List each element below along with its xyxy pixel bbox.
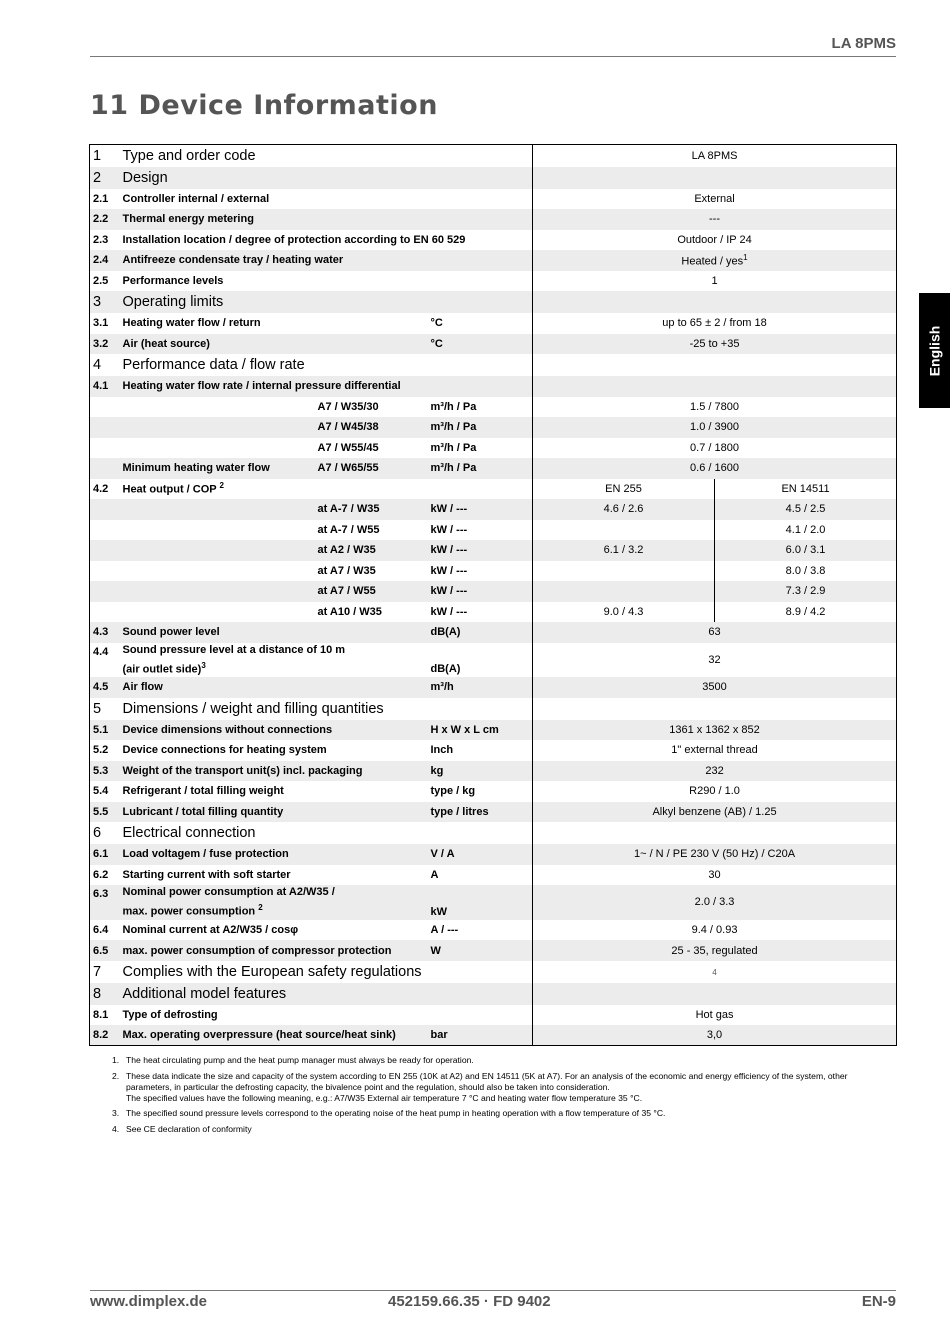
table-row: 5.4 Refrigerant / total filling weight type / kg R290 / 1.0 [90, 781, 897, 802]
footnote: 3. The specified sound pressure levels correspond to the operating noise of the heat pump in heating operation with a flow temperature of 35 °C. [112, 1108, 666, 1118]
table-row: at A-7 / W35 kW / --- 4.6 / 2.6 4.5 / 2.5 [90, 499, 897, 520]
table-row: 4 Performance data / flow rate [90, 354, 897, 376]
table-row: at A7 / W55 kW / --- 7.3 / 2.9 [90, 581, 897, 602]
table-row: 6 Electrical connection [90, 822, 897, 844]
table-row: 5.5 Lubricant / total filling quantity type / litres Alkyl benzene (AB) / 1.25 [90, 802, 897, 823]
table-row: 3.1 Heating water flow / return °C up to 65 ± 2 / from 18 [90, 313, 897, 334]
header-rule [90, 56, 896, 57]
table-row: 8.1 Type of defrosting Hot gas [90, 1005, 897, 1026]
footer-rule [90, 1290, 896, 1291]
table-row: 2.5 Performance levels 1 [90, 271, 897, 292]
table-row: 4.3 Sound power level dB(A) 63 [90, 622, 897, 643]
table-row: 4.4 Sound pressure level at a distance of 10 m (air outlet side)$^3$ dB(A) 32 [90, 643, 897, 678]
table-row: A7 / W45/38 m³/h / Pa 1.0 / 3900 [90, 417, 897, 438]
table-row: 7 Complies with the European safety regulations 4 [90, 961, 897, 983]
table-row: at A7 / W35 kW / --- 8.0 / 3.8 [90, 561, 897, 582]
table-row: 6.5 max. power consumption of compressor protection W 25 - 35, regulated [90, 940, 897, 961]
table-row: A7 / W55/45 m³/h / Pa 0.7 / 1800 [90, 438, 897, 459]
table-row: 2.1 Controller internal / external External [90, 189, 897, 210]
footnote: 4. See CE declaration of conformity [112, 1123, 252, 1134]
table-row: 2 Design [90, 167, 897, 189]
table-row: 6.1 Load voltagem / fuse protection V / A 1~ / N / PE 230 V (50 Hz) / C20A [90, 844, 897, 865]
footnote: 2. These data indicate the size and capacity of the system according to EN 255 (10K at A2) and EN 14511 (5K at A7). For an analysis of the economic and energy efficiency of the system, other parameters, in particular the defrosting capacity, the bivalence point and the regulation, should also be taken into consideration. The specified values have the following meaning, e.g.: A7/W35 External air temperature 7 °C and heating water flow temperature 35 °C. [112, 1070, 848, 1103]
table-row: at A-7 / W55 kW / --- 4.1 / 2.0 [90, 520, 897, 541]
page-title: 11 Device Information [90, 90, 438, 121]
table-row: A7 / W35/30 m³/h / Pa 1.5 / 7800 [90, 397, 897, 418]
page-number: EN-9 [861, 1293, 896, 1310]
table-row: 3 Operating limits [90, 291, 897, 313]
table-row: 2.2 Thermal energy metering --- [90, 209, 897, 230]
table-row: 5.1 Device dimensions without connections H x W x L cm 1361 x 1362 x 852 [90, 720, 897, 741]
footnote: 1. The heat circulating pump and the heat pump manager must always be ready for operation. [112, 1055, 474, 1065]
table-row: 2.3 Installation location / degree of protection according to EN 60 529 Outdoor / IP 24 [90, 230, 897, 251]
table-row: 4.5 Air flow m³/h 3500 [90, 677, 897, 698]
table-row: 1 Type and order code LA 8PMS [90, 145, 897, 167]
table-row: at A10 / W35 kW / --- 9.0 / 4.3 8.9 / 4.2 [90, 602, 897, 623]
table-row: 6.2 Starting current with soft starter A 30 [90, 865, 897, 886]
table-row: 4.2 Heat output / COP $^2$ EN 255 EN 14511 [90, 479, 897, 500]
device-info-table [89, 144, 897, 1046]
footnotes [112, 1055, 882, 1139]
table-row: 8 Additional model features [90, 983, 897, 1005]
table-row: 8.2 Max. operating overpressure (heat source/heat sink) bar 3,0 [90, 1025, 897, 1046]
model-name: LA 8PMS [831, 35, 896, 52]
table-row: Minimum heating water flow A7 / W65/55 m³/h / Pa 0.6 / 1600 [90, 458, 897, 479]
table-row: 5.2 Device connections for heating system Inch 1" external thread [90, 740, 897, 761]
table-row: 6.3 Nominal power consumption at A2/W35 / max. power consumption $^2$ kW 2.0 / 3.3 [90, 885, 897, 920]
table-row: 2.4 Antifreeze condensate tray / heating water Heated / yes$^1$ [90, 250, 897, 271]
table-row: 4.1 Heating water flow rate / internal pressure differential [90, 376, 897, 397]
document-code: 452159.66.35 · FD 9402 [388, 1293, 551, 1310]
table-row: 5.3 Weight of the transport unit(s) incl. packaging kg 232 [90, 761, 897, 782]
website-link[interactable]: www.dimplex.de [90, 1293, 207, 1310]
table-row: at A2 / W35 kW / --- 6.1 / 3.2 6.0 / 3.1 [90, 540, 897, 561]
table-row: 6.4 Nominal current at A2/W35 / cosφ A / --- 9.4 / 0.93 [90, 920, 897, 941]
language-tab: English [919, 293, 950, 408]
table-row: 3.2 Air (heat source) °C -25 to +35 [90, 334, 897, 355]
table-row: 5 Dimensions / weight and filling quantities [90, 698, 897, 720]
